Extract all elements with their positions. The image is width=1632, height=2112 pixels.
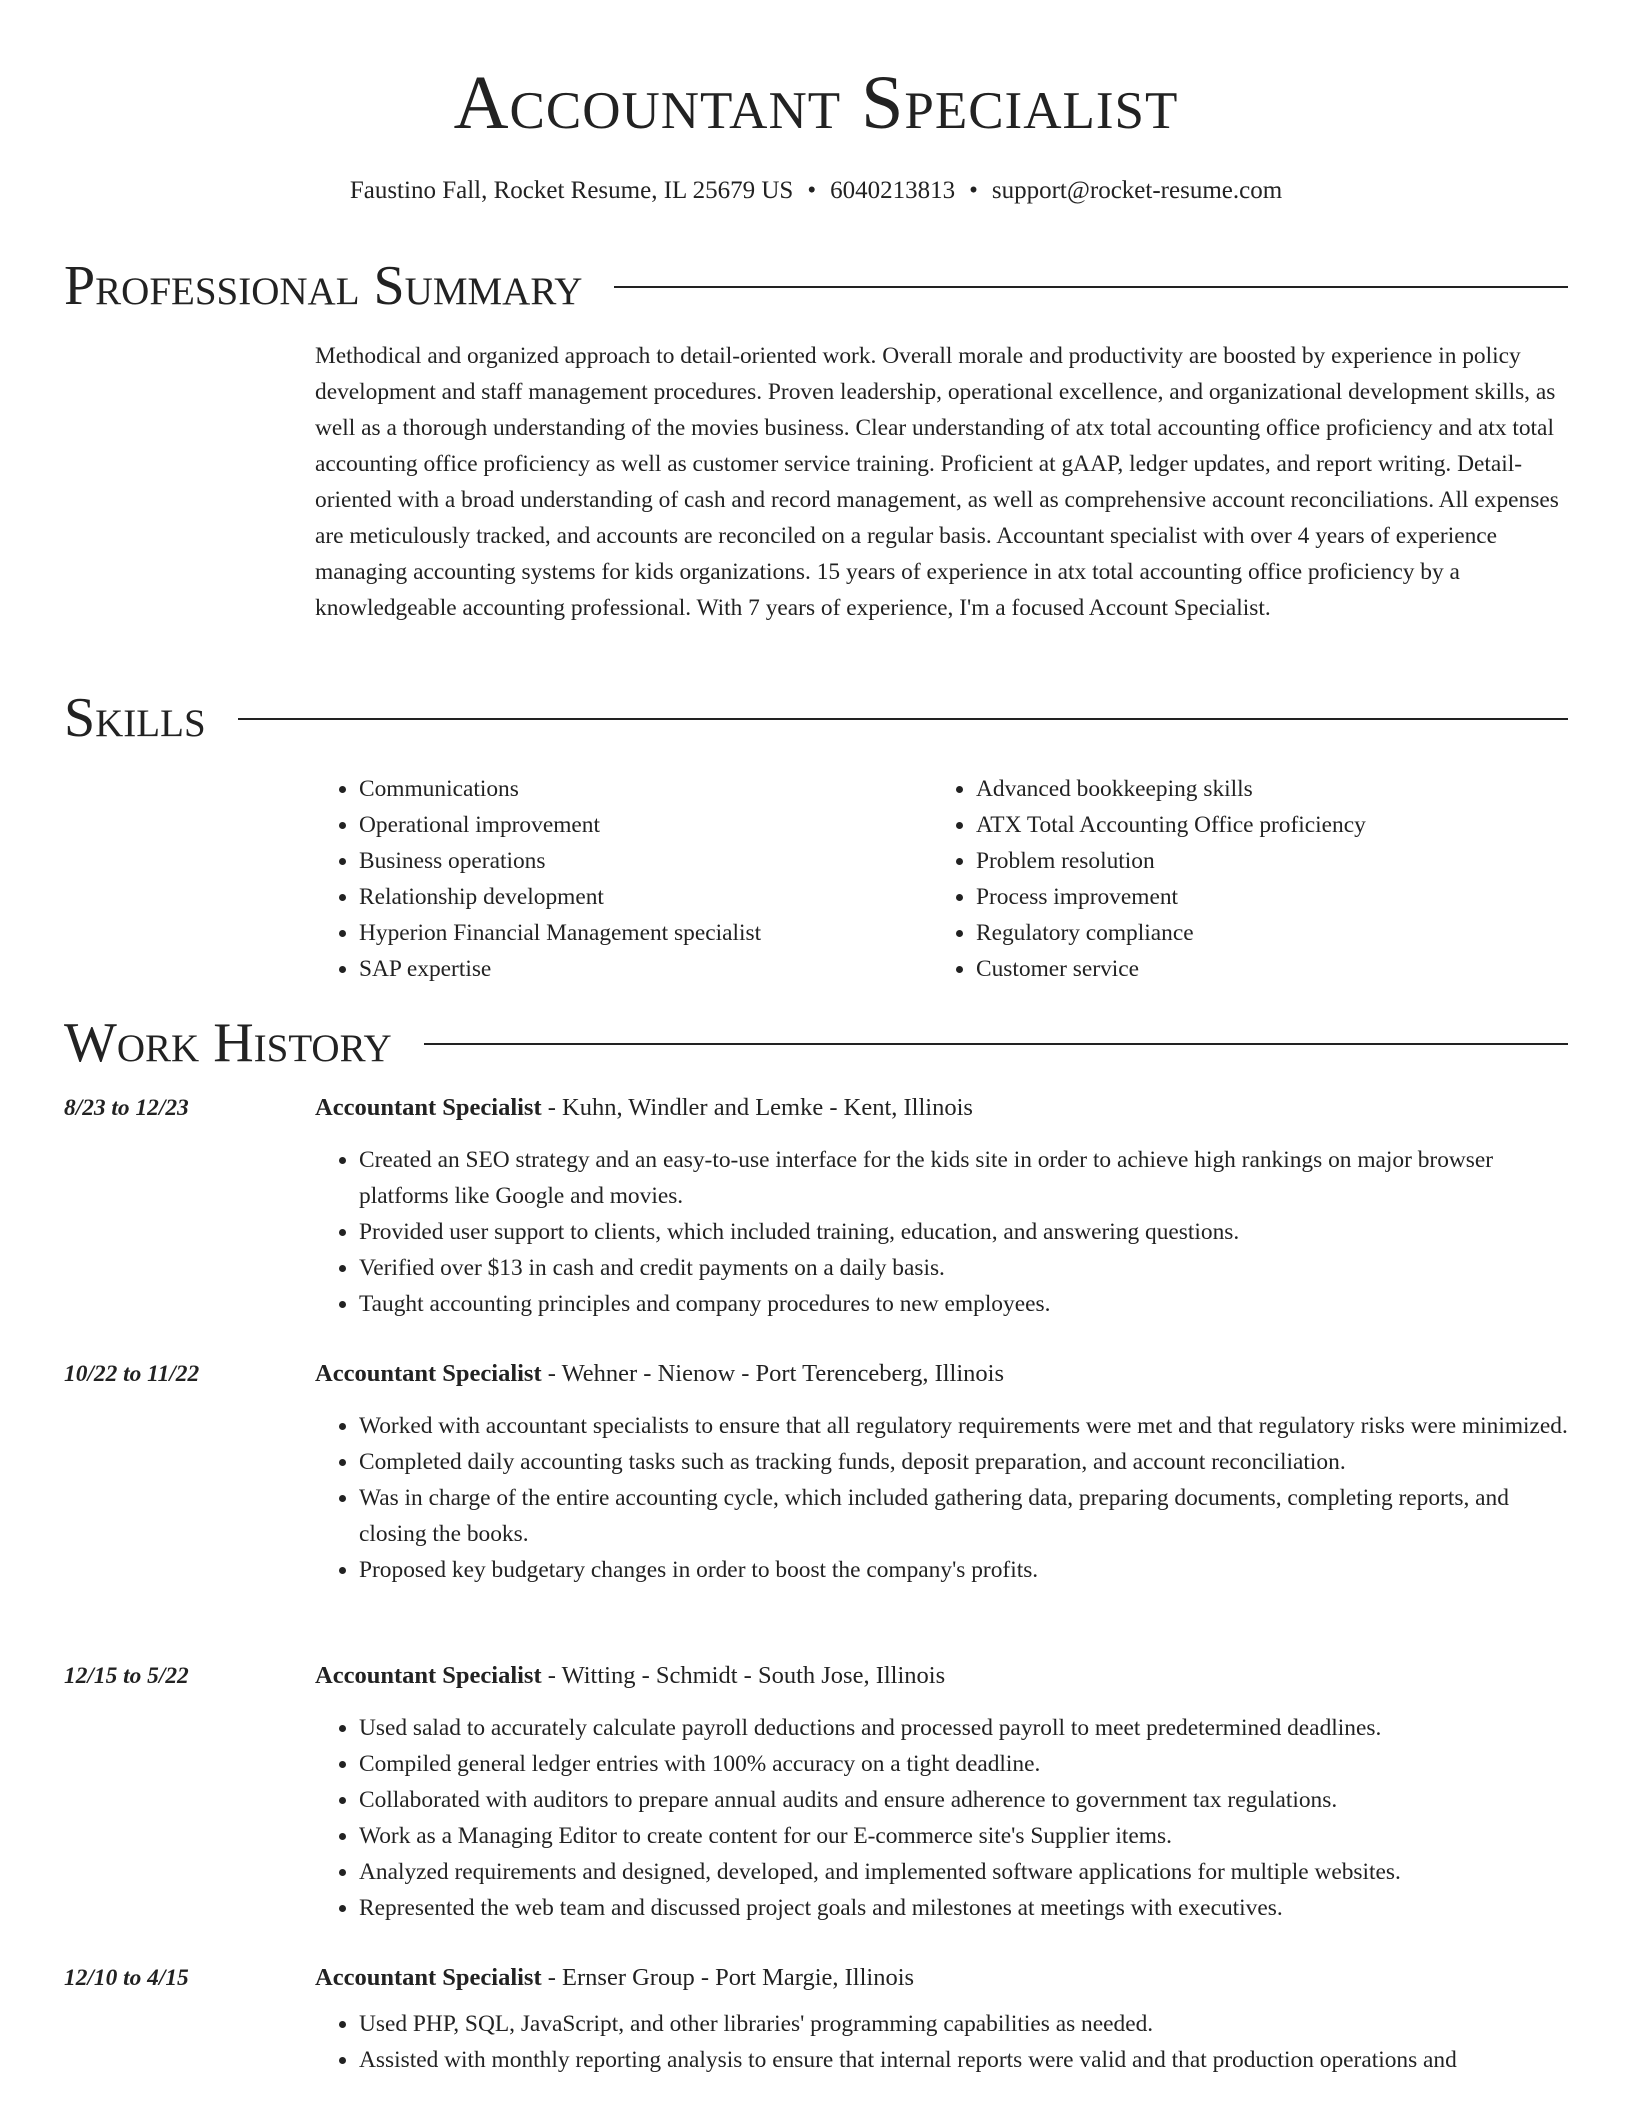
job-position: Accountant Specialist (315, 1662, 542, 1689)
job-title-line (315, 1356, 1004, 1392)
job-employer-location: - Ernser Group - Port Margie, Illinois (541, 1964, 915, 1991)
job-position: Accountant Specialist (315, 1094, 542, 1121)
job-header (64, 1960, 1568, 1996)
job-dates: 12/15 to 5/22 (64, 1663, 189, 1689)
job-entry (64, 1658, 1568, 1926)
job-bullets (315, 1408, 1568, 1588)
job-dates: 10/22 to 11/22 (64, 1361, 200, 1387)
skill-item: • Customer service (976, 951, 1549, 987)
skill-item: • Advanced bookkeeping skills (976, 771, 1549, 807)
job-title-line (315, 1960, 914, 1996)
job-bullet: • Taught accounting principles and company procedures to new employees. (359, 1286, 1568, 1322)
job-entry (64, 1960, 1568, 2078)
section-title: Professional Summary (64, 255, 583, 317)
job-title-line (315, 1658, 945, 1694)
section-title: Skills (64, 687, 206, 749)
skill-item: • Relationship development (359, 879, 932, 915)
job-bullet: • Used PHP, SQL, JavaScript, and other libraries' programming capabilities as needed. (359, 2006, 1568, 2042)
job-bullet: • Verified over $13 in cash and credit payments on a daily basis. (359, 1250, 1568, 1286)
job-bullet: • Proposed key budgetary changes in order to boost the company's profits. (359, 1552, 1568, 1588)
skill-item: • Communications (359, 771, 932, 807)
job-entry (64, 1356, 1568, 1588)
section-divider (238, 718, 1568, 720)
job-header (64, 1658, 1568, 1694)
job-employer-location: - Witting - Schmidt - South Jose, Illinois (541, 1662, 946, 1689)
section-title: Work History (64, 1012, 392, 1074)
job-bullet: • Worked with accountant specialists to ensure that all regulatory requirements were met and that regulatory risks were minimized. (359, 1408, 1568, 1444)
job-bullets (315, 2006, 1568, 2078)
skill-item: • SAP expertise (359, 951, 932, 987)
contact-address: Faustino Fall, Rocket Resume, IL 25679 US (349, 177, 794, 204)
skill-item: • Process improvement (976, 879, 1549, 915)
job-bullet: • Represented the web team and discussed project goals and milestones at meetings with executives. (359, 1890, 1568, 1926)
skill-item: • ATX Total Accounting Office proficiency (976, 807, 1549, 843)
job-bullet: • Created an SEO strategy and an easy-to-use interface for the kids site in order to achieve high rankings on major browser platforms like Google and movies. (359, 1142, 1568, 1214)
section-heading-summary (64, 254, 1568, 318)
job-bullets (315, 1142, 1568, 1322)
job-bullet: • Assisted with monthly reporting analysis to ensure that internal reports were valid and that production operations and (359, 2042, 1568, 2078)
resume-title: Accountant Specialist (453, 61, 1179, 145)
skill-item: • Business operations (359, 843, 932, 879)
skill-item: • Problem resolution (976, 843, 1549, 879)
job-position: Accountant Specialist (315, 1964, 542, 1991)
summary-text: Methodical and organized approach to detail-oriented work. Overall morale and productivity are boosted by experience in policy development and staff management procedures. Proven leadership, operational excellence, and organizational development skills, as well as a thorough understanding of the movies business. Clear understanding of atx total accounting office proficiency and atx total accounting office proficiency as well as customer service training. Proficient at gAAP, ledger updates, and report writing. Detail-oriented with a broad understanding of cash and record management, as well as comprehensive account reconciliations. All expenses are meticulously tracked, and accounts are reconciled on a regular basis. Accountant specialist with over 4 years of experience managing accounting systems for kids organizations. 15 years of experience in atx total accounting office proficiency by a knowledgeable accounting professional. With 7 years of experience, I'm a focused Account Specialist. (315, 343, 1559, 621)
job-dates: 8/23 to 12/23 (64, 1095, 189, 1121)
job-employer-location: - Wehner - Nienow - Port Terenceberg, Illinois (541, 1360, 1004, 1387)
job-header (64, 1356, 1568, 1392)
job-entry (64, 1090, 1568, 1322)
contact-phone: 6040213813 (830, 177, 956, 204)
job-position: Accountant Specialist (315, 1360, 542, 1387)
job-bullet: • Compiled general ledger entries with 100% accuracy on a tight deadline. (359, 1746, 1568, 1782)
job-bullet: • Collaborated with auditors to prepare annual audits and ensure adherence to government tax regulations. (359, 1782, 1568, 1818)
job-bullet: • Analyzed requirements and designed, developed, and implemented software applications for multiple websites. (359, 1854, 1568, 1890)
contact-separator: • (807, 177, 817, 204)
contact-separator: • (969, 177, 978, 204)
skill-item: • Regulatory compliance (976, 915, 1549, 951)
job-title-line (315, 1090, 973, 1126)
skills-list (315, 771, 1568, 987)
section-heading-work-history (64, 1011, 1568, 1075)
job-header (64, 1090, 1568, 1126)
section-heading-skills (64, 686, 1568, 750)
job-bullet: • Work as a Managing Editor to create content for our E-commerce site's Supplier items. (359, 1818, 1568, 1854)
section-divider (614, 286, 1568, 288)
skill-item: • Hyperion Financial Management specialist (359, 915, 932, 951)
job-employer-location: - Kuhn, Windler and Lemke - Kent, Illinois (541, 1094, 973, 1121)
job-bullet: • Completed daily accounting tasks such as tracking funds, deposit preparation, and account reconciliation. (359, 1444, 1568, 1480)
section-divider (424, 1043, 1568, 1045)
skill-item: • Operational improvement (359, 807, 932, 843)
contact-line (0, 174, 1632, 208)
job-bullet: • Provided user support to clients, which included training, education, and answering questions. (359, 1214, 1568, 1250)
skills-column-left (315, 771, 932, 987)
job-dates: 12/10 to 4/15 (64, 1965, 189, 1991)
job-bullet: • Was in charge of the entire accounting cycle, which included gathering data, preparing documents, completing reports, and closing the books. (359, 1480, 1568, 1552)
job-bullets (315, 1710, 1568, 1926)
skills-column-right (932, 771, 1549, 987)
job-bullet: • Used salad to accurately calculate payroll deductions and processed payroll to meet predetermined deadlines. (359, 1710, 1568, 1746)
contact-email: support@rocket-resume.com (991, 177, 1283, 204)
